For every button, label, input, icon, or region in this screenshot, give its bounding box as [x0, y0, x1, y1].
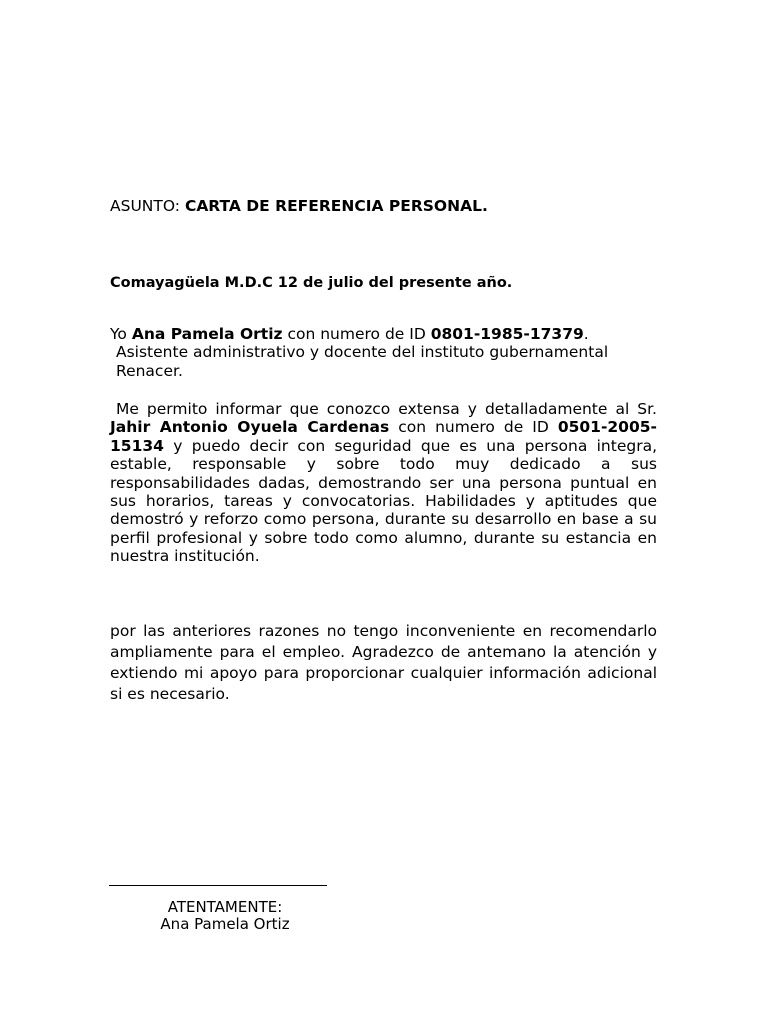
- referee-id: 0501-2005-15134: [110, 418, 657, 455]
- intro-first-line: [110, 325, 657, 343]
- signature-name: Ana Pamela Ortiz: [160, 915, 290, 933]
- intro-paragraph: [110, 325, 657, 380]
- subject-label: ASUNTO:: [110, 197, 180, 215]
- intro-id-text: con numero de ID: [287, 325, 426, 343]
- author-name: Ana Pamela Ortiz: [131, 325, 283, 343]
- subject-title: CARTA DE REFERENCIA PERSONAL.: [184, 197, 488, 215]
- date-line: Comayagüela M.D.C 12 de julio del presente año.: [110, 275, 513, 291]
- author-id: 0801-1985-17379: [430, 325, 584, 343]
- reference-lead: Me permito informar que conozco extensa y detalladamente al Sr.: [116, 400, 657, 418]
- reference-id-text: con numero de ID: [398, 418, 549, 437]
- author-role: Asistente administrativo y docente del instituto gubernamental Renacer.: [116, 343, 609, 380]
- reference-rest: y puedo decir con seguridad que es una persona integra, estable, responsable y sobre todo muy dedicado a sus responsabilidades dadas, demostrando ser una persona puntual en sus horarios, tareas y convocatorias. Habilidades y aptitudes que demostró y reforzo como persona, durante su desarrollo en base a su perfil profesional y sobre todo como alumno, durante su estancia en nuestra institución.: [110, 436, 657, 566]
- intro-end: .: [583, 325, 589, 343]
- subject-line: [110, 197, 657, 215]
- referee-name: Jahir Antonio Oyuela Cardenas: [110, 418, 390, 437]
- closing-text: ATENTAMENTE:: [167, 898, 283, 916]
- signature-line: [109, 885, 327, 886]
- intro-prefix: Yo: [110, 325, 127, 343]
- recommendation-paragraph: por las anteriores razones no tengo inconveniente en recomendarlo ampliamente para el empleo. Agradezco de antemano la atención y extiendo mi apoyo para proporcionar cualquier información adicional si es necesario.: [110, 622, 657, 703]
- reference-paragraph: [110, 400, 657, 566]
